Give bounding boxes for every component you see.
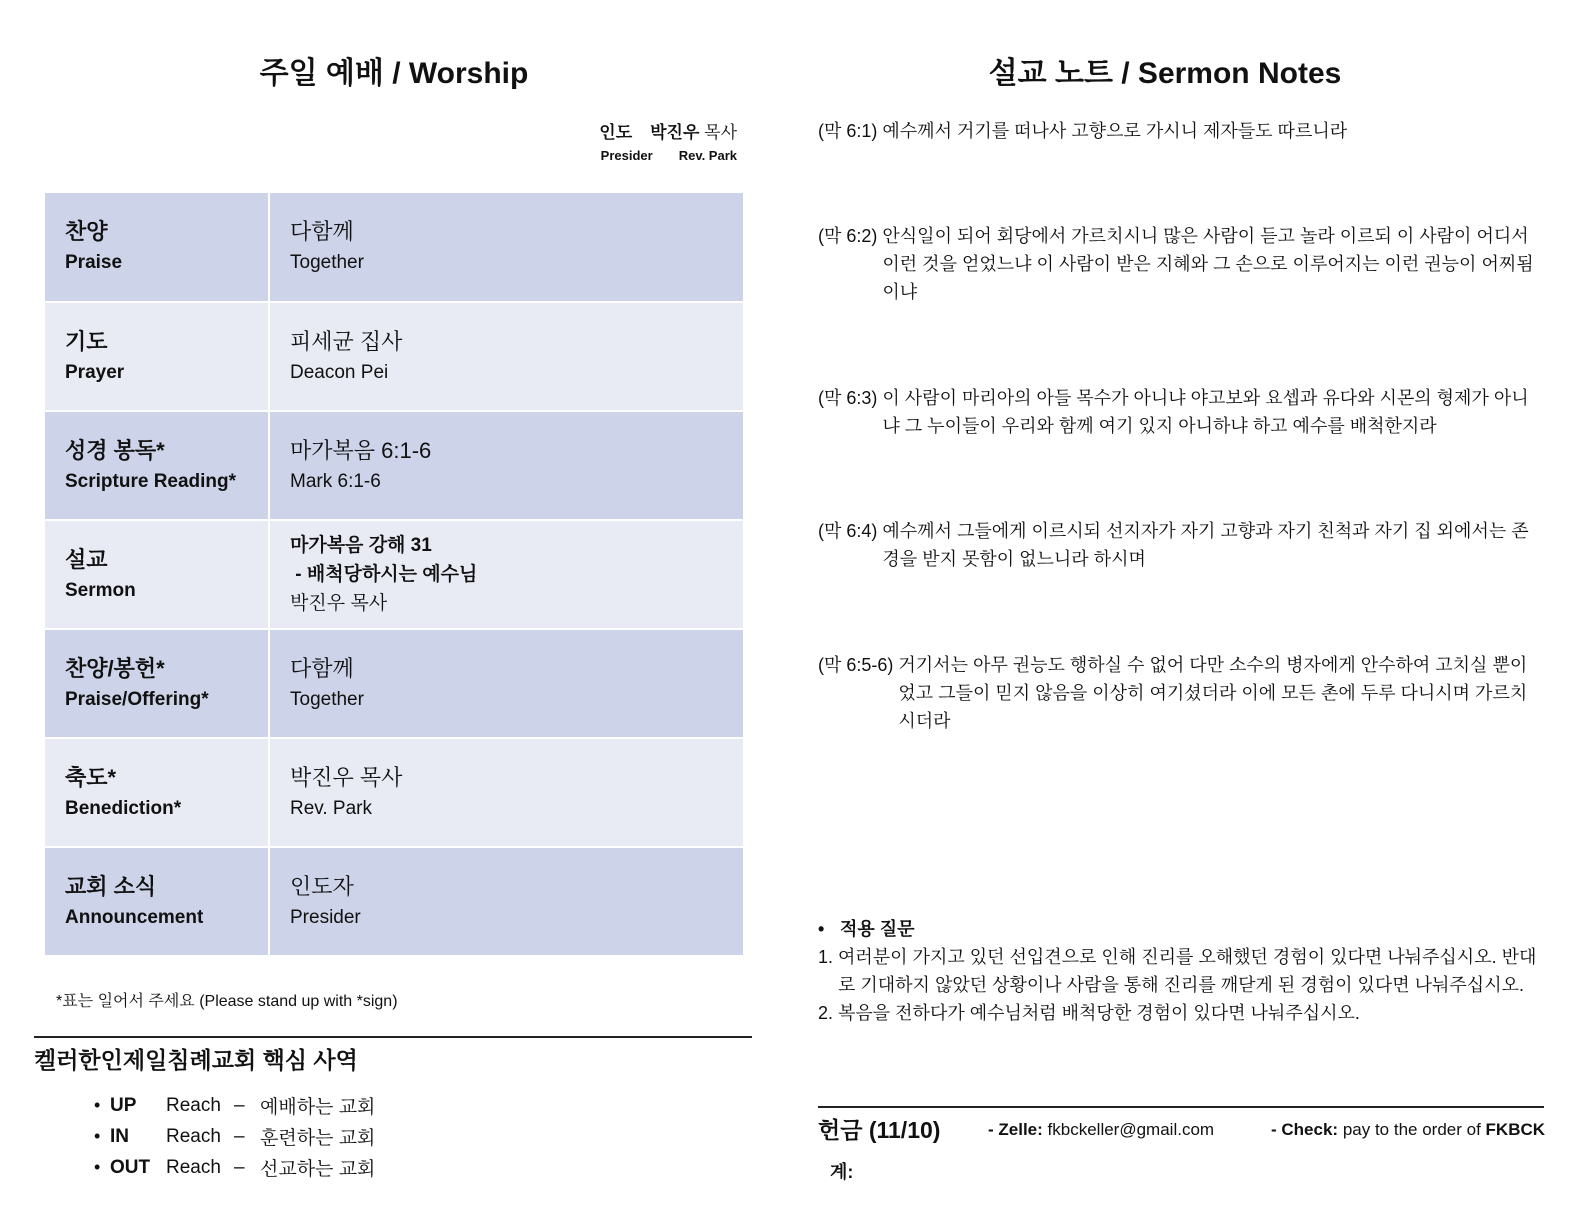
question-number: 1. [818,947,834,967]
verse-text: 거기서는 아무 권능도 행하실 수 없어 다만 소수의 병자에게 안수하여 고치실 뿐이었고 그들이 믿지 않음을 이상히 여기셨더라 이에 모든 촌에 두루 다니시며 가르치시더라 [898,655,1528,731]
verse-ref: (막 6:3) [818,388,878,408]
leader-en: Together [290,688,364,710]
role-en: Sermon [65,579,136,601]
application-heading: 적용 질문 [840,919,915,939]
ministry-desc: 훈련하는 교회 [260,1128,376,1149]
list-item [94,1090,375,1121]
application-questions [818,915,1538,1027]
verse-item [818,651,1538,735]
sermon-notes-title: 설교 노트 / Sermon Notes [988,57,1342,90]
ministry-key: IN [110,1125,129,1147]
bullet-icon: • [94,1126,101,1146]
sermon-title: 마가복음 강해 31 [290,535,432,556]
stand-note: *표는 일어서 주세요 (Please stand up with *sign) [56,993,398,1010]
question-number: 2. [818,1003,834,1023]
leader-ko: 피세균 집사 [290,328,403,354]
leader-en: Mark 6:1-6 [290,470,381,492]
question-text: 복음을 전하다가 예수님처럼 배척당한 경험이 있다면 나눠주십시오. [838,1003,1360,1023]
list-item [818,943,1538,999]
role-ko: 찬양 [65,219,108,244]
zelle-label: - Zelle: [988,1120,1043,1139]
ministry-key: OUT [110,1156,151,1178]
ministry-reach: Reach [166,1094,221,1116]
table-row [45,629,743,738]
leader-ko: 마가복음 6:1-6 [290,437,432,463]
role-ko: 기도 [65,328,108,354]
ministry-dash: – [234,1125,245,1147]
zelle-email: fkbckeller@gmail.com [1047,1120,1215,1139]
verse-text: 예수께서 그들에게 이르시되 선지자가 자기 고향과 자기 친척과 자기 집 외에서는 존경을 받지 못함이 없느니라 하시며 [882,521,1529,569]
offering-title: 헌금 (11/10) [818,1117,941,1143]
divider [34,1036,752,1038]
bullet-icon: • [94,1095,101,1115]
table-row [45,411,743,520]
role-en: Benediction* [65,797,182,819]
leader-en: Rev. Park [290,797,373,819]
role-ko: 교회 소식 [65,873,157,899]
check-payee: FKBCK [1485,1120,1546,1139]
verse-text: 예수께서 거기를 떠나사 고향으로 가시니 제자들도 따르니라 [882,121,1348,141]
verse-text: 안식일이 되어 회당에서 가르치시니 많은 사람이 듣고 놀라 이르되 이 사람이 어디서 이런 것을 얻었느냐 이 사람이 받은 지혜와 그 손으로 이루어지는 이런 권능이 어찌됨이냐 [882,226,1534,302]
table-row [45,738,743,847]
leader-ko: 인도자 [290,873,354,899]
presider-label-en: Presider [600,148,653,163]
ministry-reach: Reach [166,1125,221,1147]
offering-total-label: 계: [830,1162,854,1182]
verse-ref: (막 6:4) [818,521,878,541]
verse-item [818,222,1538,306]
role-en: Scripture Reading* [65,470,237,492]
sermon-subtitle: - 배척당하시는 예수님 [290,564,478,585]
order-of-worship-table [45,193,743,957]
sermon-preacher: 박진우 목사 [290,593,388,614]
leader-ko: 박진우 목사 [290,764,403,790]
role-en: Announcement [65,906,204,928]
role-ko: 축도* [65,764,117,790]
check-text: pay to the order of [1342,1120,1481,1139]
leader-en: Presider [290,906,361,928]
presider-label-ko: 인도 [599,123,633,142]
verse-item [818,384,1538,440]
leader-ko: 다함께 [290,655,354,681]
ministry-dash: – [234,1094,245,1116]
presider-name-ko: 박진우 [650,123,700,142]
table-row [45,520,743,629]
verse-ref: (막 6:2) [818,226,878,246]
ministry-dash: – [234,1156,245,1178]
leader-en: Together [290,252,364,273]
presider-name-en: Rev. Park [678,148,737,163]
list-item [94,1121,375,1152]
ministry-reach: Reach [166,1156,221,1178]
verse-item [818,117,1538,145]
role-ko: 찬양/봉헌* [65,655,165,681]
ministry-desc: 예배하는 교회 [260,1097,376,1118]
presider-block [599,118,737,163]
role-en: Praise/Offering* [65,688,209,710]
table-row [45,302,743,411]
list-item [818,999,1538,1027]
list-item [94,1152,375,1183]
verse-item [818,517,1538,573]
check-label: - Check: [1271,1120,1339,1139]
divider [818,1106,1544,1108]
leader-en: Deacon Pei [290,361,389,383]
table-row [45,847,743,956]
role-ko: 설교 [65,546,108,572]
ministry-title: 켈러한인제일침례교회 핵심 사역 [34,1047,358,1073]
verse-ref: (막 6:1) [818,121,878,141]
leader-ko: 다함께 [290,219,354,244]
verse-text: 이 사람이 마리아의 아들 목수가 아니냐 야고보와 요셉과 유다와 시몬의 형제가 아니냐 그 누이들이 우리와 함께 여기 있지 아니하냐 하고 예수를 배척한지라 [882,388,1529,436]
ministry-key: UP [110,1094,137,1116]
role-en: Praise [65,252,123,273]
presider-title-ko: 목사 [704,123,737,142]
ministry-desc: 선교하는 교회 [260,1159,376,1180]
bullet-icon: • [818,919,825,939]
bullet-icon: • [94,1157,101,1177]
check-info [1271,1120,1545,1140]
ministry-list [94,1090,375,1183]
zelle-info [988,1120,1214,1140]
verse-ref: (막 6:5-6) [818,655,894,675]
table-row [45,193,743,302]
question-text: 여러분이 가지고 있던 선입견으로 인해 진리를 오해했던 경험이 있다면 나눠주십시오. 반대로 기대하지 않았던 상황이나 사람을 통해 진리를 깨닫게 된 경험이 있다면 나눠주십시오. [838,947,1537,995]
role-ko: 성경 봉독* [65,437,165,463]
worship-title: 주일 예배 / Worship [259,57,529,90]
role-en: Prayer [65,361,125,383]
